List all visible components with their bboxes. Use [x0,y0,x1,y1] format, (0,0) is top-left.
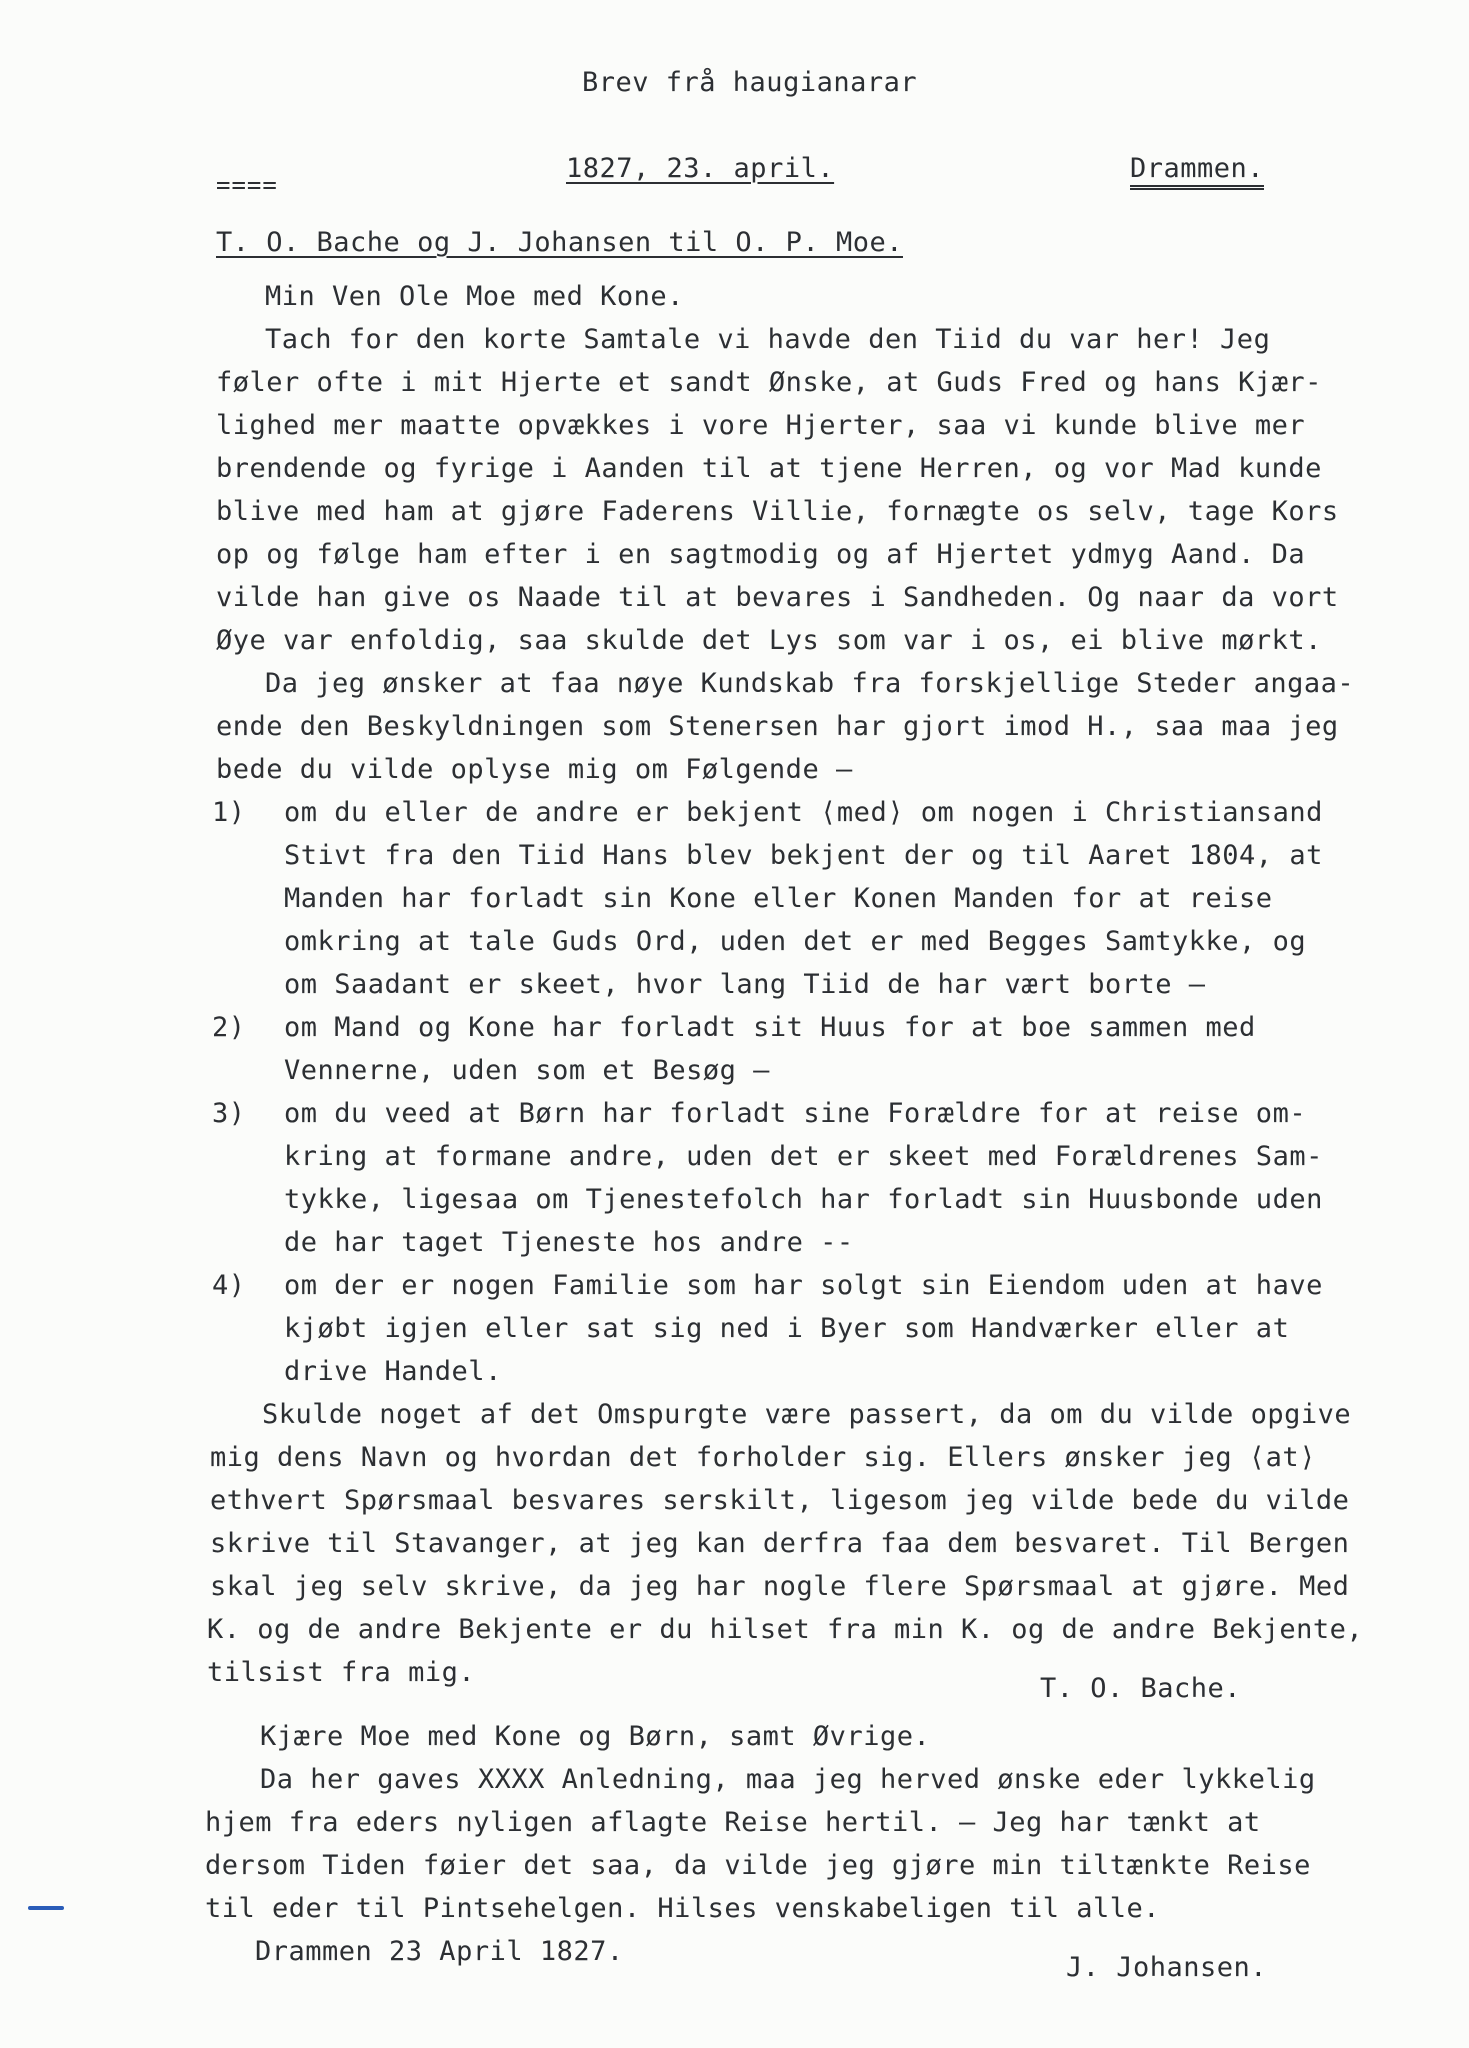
item-line: omkring at tale Guds Ord, uden det er med Begges Samtykke, og [284,926,1307,957]
closing-line: skal jeg selv skrive, da jeg har nogle flere Spørsmaal at gjøre. Med [210,1571,1350,1602]
body-line: vilde han give os Naade til at bevares i Sandheden. Og naar da vort [216,582,1339,613]
item-line: om Mand og Kone har forladt sit Huus for at boe sammen med [284,1012,1256,1043]
body-line-2: hjem fra eders nyligen aflagte Reise hertil. — Jeg har tænkt at [205,1807,1261,1838]
body-line: brendende og fyrige i Aanden til at tjene Herren, og vor Mad kunde [216,453,1322,484]
body-line: Tach for den korte Samtale vi havde den Tiid du var her! Jeg [265,324,1271,355]
closing-line: ethvert Spørsmaal besvares serskilt, ligesom jeg vilde bede du vilde [210,1485,1350,1516]
closing-line: mig dens Navn og hvordan det forholder sig. Ellers ønsker jeg ⟨at⟩ [210,1442,1316,1473]
letter-place: Drammen. [1130,152,1264,186]
body-line: blive med ham at gjøre Faderens Villie, fornægte os selv, tage Kors [216,496,1339,527]
item-number: 1) [212,797,246,828]
body-line: Øye var enfoldig, saa skulde det Lys som var i os, ei blive mørkt. [216,625,1322,656]
closing-line: Skulde noget af det Omspurgte være passert, da om du vilde opgive [262,1399,1352,1430]
body-line: op og følge ham efter i en sagtmodig og af Hjertet ydmyg Aand. Da [216,539,1306,570]
item-number: 3) [212,1098,246,1129]
body-line-2: til eder til Pintsehelgen. Hilses venskabeligen til alle. [205,1893,1161,1924]
letter-addressee: T. O. Bache og J. Johansen til O. P. Moe. [216,227,903,258]
document-title: Brev frå haugianarar [582,67,918,98]
item-line: drive Handel. [284,1356,502,1387]
header-marks: ==== [216,171,278,199]
item-number: 2) [212,1012,246,1043]
item-number: 4) [212,1270,246,1301]
item-line: kring at formane andre, uden det er skeet med Forældrenes Sam- [284,1141,1323,1172]
body-line: bede du vilde oplyse mig om Følgende — [216,754,853,785]
closing-line: skrive til Stavanger, at jeg kan derfra faa dem besvaret. Til Bergen [210,1528,1350,1559]
item-line: Manden har forladt sin Kone eller Konen Manden for at reise [284,883,1273,914]
item-line: om du veed at Børn har forladt sine Forældre for at reise om- [284,1098,1307,1129]
item-line: om Saadant er skeet, hvor lang Tiid de har vært borte — [284,969,1206,1000]
signature-bache: T. O. Bache. [1040,1673,1242,1704]
dateline-2: Drammen 23 April 1827. [255,1936,624,1967]
closing-line: tilsist fra mig. [207,1657,476,1688]
item-line: kjøbt igjen eller sat sig ned i Byer som Handværker eller at [284,1313,1290,1344]
margin-pen-mark [28,1906,64,1910]
body-line-2: Da her gaves XXXX Anledning, maa jeg herved ønske eder lykkelig [260,1764,1316,1795]
body-line: føler ofte i mit Hjerte et sandt Ønske, at Guds Fred og hans Kjær- [216,367,1322,398]
closing-line: K. og de andre Bekjente er du hilset fra min K. og de andre Bekjente, [207,1614,1364,1645]
signature-johansen: J. Johansen. [1066,1952,1268,1983]
letter-date: 1827, 23. april. [566,153,835,184]
item-line: de har taget Tjeneste hos andre -- [284,1227,854,1258]
body-line: ende den Beskyldningen som Stenersen har gjort imod H., saa maa jeg [216,711,1339,742]
item-line: Stivt fra den Tiid Hans blev bekjent der og til Aaret 1804, at [284,840,1323,871]
item-line: om du eller de andre er bekjent ⟨med⟩ om nogen i Christiansand [284,797,1323,828]
body-line-2: dersom Tiden føier det saa, da vilde jeg gjøre min tiltænkte Reise [205,1850,1311,1881]
salutation: Min Ven Ole Moe med Kone. [265,281,684,312]
item-line: tykke, ligesaa om Tjenestefolch har forladt sin Huusbonde uden [284,1184,1323,1215]
salutation-2: Kjære Moe med Kone og Børn, samt Øvrige. [260,1721,931,1752]
item-line: om der er nogen Familie som har solgt sin Eiendom uden at have [284,1270,1323,1301]
item-line: Vennerne, uden som et Besøg — [284,1055,770,1086]
body-line: lighed mer maatte opvækkes i vore Hjerter, saa vi kunde blive mer [216,410,1306,441]
body-line: Da jeg ønsker at faa nøye Kundskab fra forskjellige Steder angaa- [265,668,1355,699]
